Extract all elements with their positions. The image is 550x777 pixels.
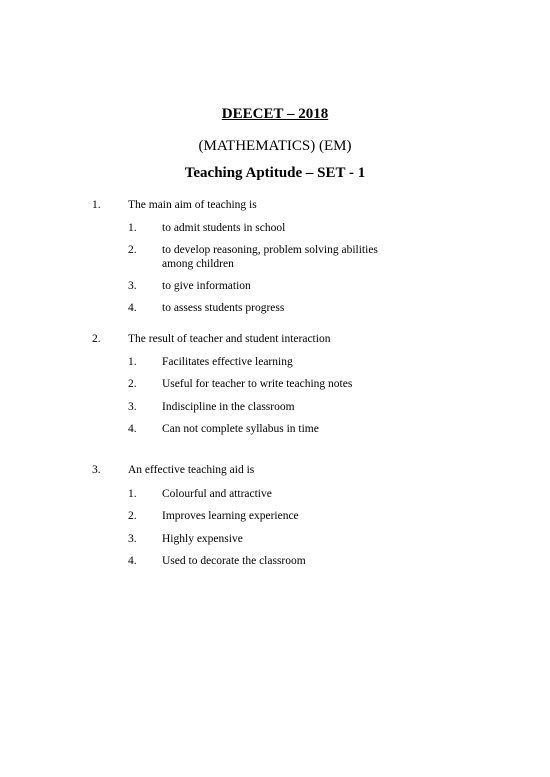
question-number: 3. [92,464,101,476]
option-text: Useful for teacher to write teaching notes [162,378,353,390]
option-number: 4. [128,555,137,567]
option-text: to give information [162,280,251,292]
question-number: 1. [92,199,101,211]
option-text: Facilitates effective learning [162,356,293,368]
option-number: 1. [128,488,137,500]
option-text: to admit students in school [162,222,286,234]
document-subject: (MATHEMATICS) (EM) [198,138,352,154]
option-text: Improves learning experience [162,510,299,522]
option-number: 3. [128,533,137,545]
option-number: 3. [128,280,137,292]
option-text: Can not complete syllabus in time [162,423,319,435]
option-number: 1. [128,222,137,234]
option-number: 2. [128,244,137,256]
document-title: DEECET – 2018 [221,106,329,122]
option-number: 4. [128,423,137,435]
option-text: Colourful and attractive [162,488,272,500]
option-number: 2. [128,378,137,390]
question-number: 2. [92,333,101,345]
option-text: to assess students progress [162,302,285,314]
document-set-title: Teaching Aptitude – SET - 1 [184,165,366,181]
option-number: 1. [128,356,137,368]
question-text: The main aim of teaching is [128,199,257,211]
option-number: 2. [128,510,137,522]
option-number: 4. [128,302,137,314]
question-text: The result of teacher and student interaction [128,333,331,345]
option-text: Indiscipline in the classroom [162,401,295,413]
option-number: 3. [128,401,137,413]
option-text: Used to decorate the classroom [162,555,306,567]
option-text: to develop reasoning, problem solving abilities among children [162,244,378,270]
option-text: Highly expensive [162,533,243,545]
question-text: An effective teaching aid is [128,464,255,476]
